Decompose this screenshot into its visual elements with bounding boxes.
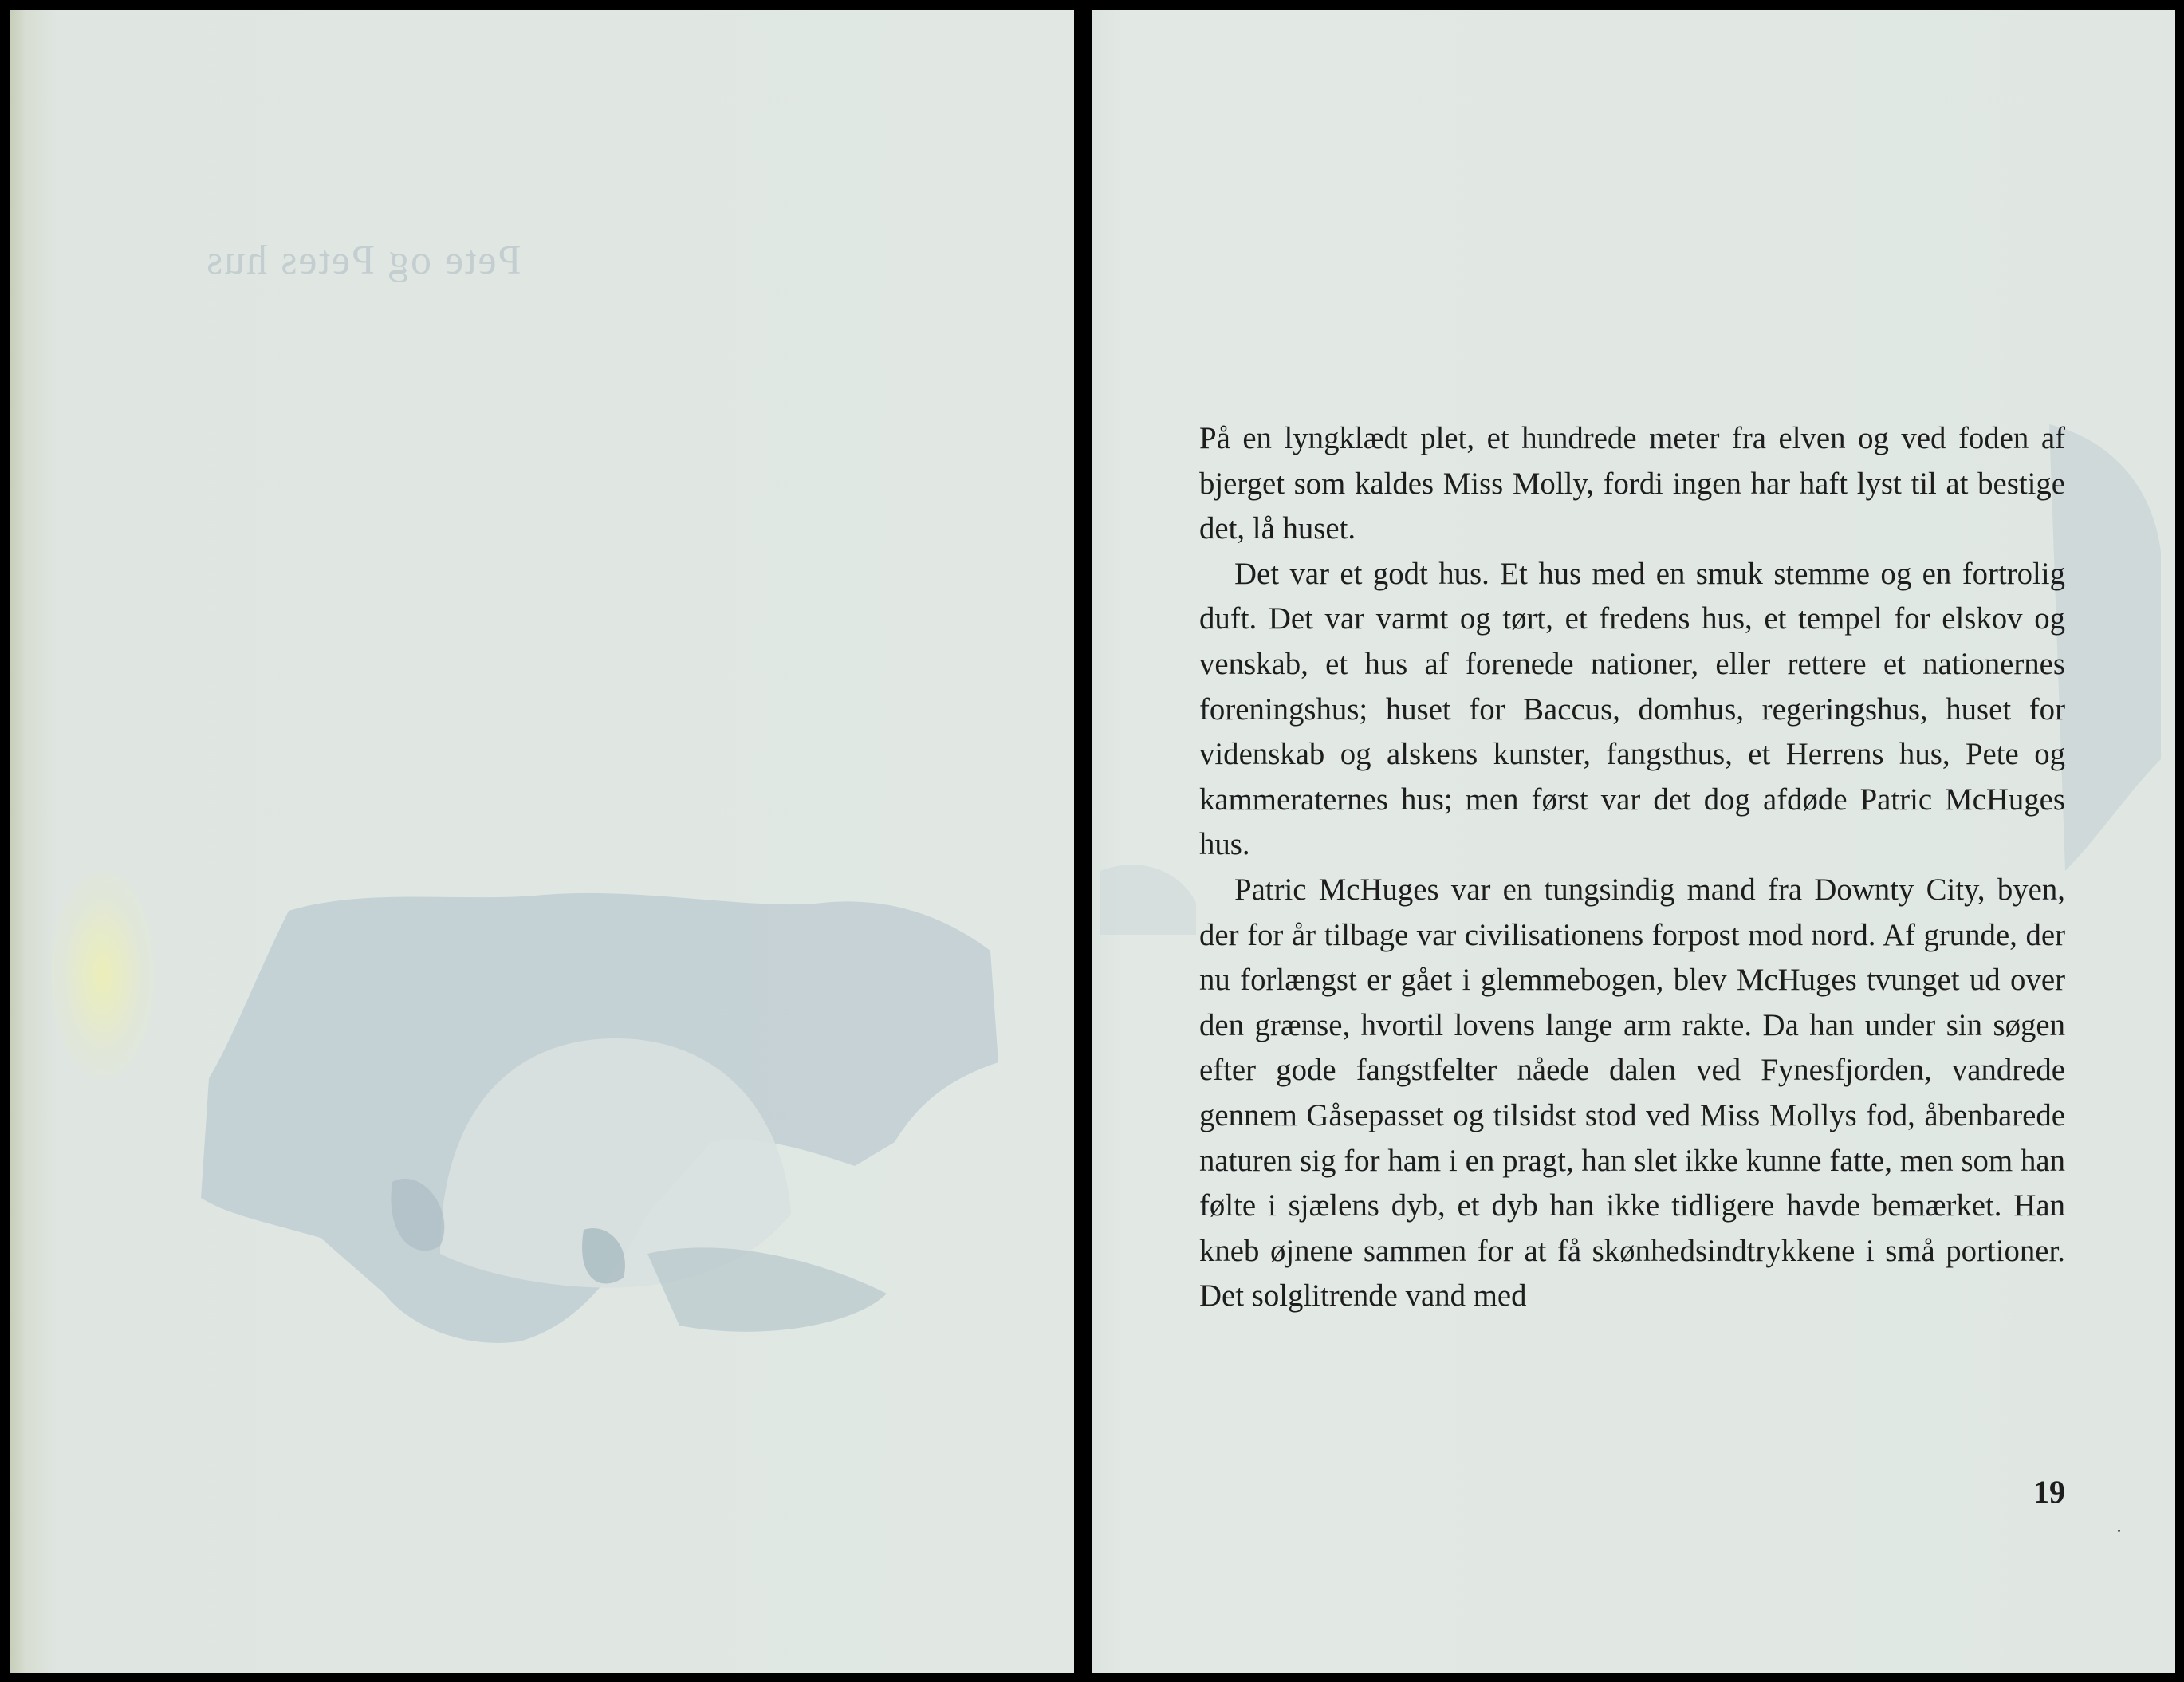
show-through-title: Pete og Petes hus (205, 238, 521, 283)
paragraph-3: Patric McHuges var en tungsindig mand fra Downty City, byen, der for år tilbage var civilisationens forpost mod nord. Af grunde, der nu forlængst er gået i glemmebogen, blev McHuges tvunget ud over den grænse, hvortil lovens lange arm rakte. Da han under sin søgen efter gode fangstfelter nåede dalen ved Fynesfjorden, vandrede gennem Gåsepasset og tilsidst stod ved Miss Mollys fod, åbenbarede naturen sig for ham i en pragt, han slet ikke kunne fatte, men som han følte i sjælens dyb, et dyb han ikke tidligere havde bemærket. Han kneb øjnene sammen for at få skønhedsindtrykkene i små portioner. Det solglitrende vand med (1199, 872, 2065, 1314)
show-through-igloo-illustration (201, 879, 1006, 1357)
paragraph-2: Det var et godt hus. Et hus med en smuk stemme og en fortrolig duft. Det var varmt og tørt, et fredens hus, et tempel for elskov og venskab, et hus af forenede nationer, eller rettere et nationernes foreningshus; huset for Baccus, domhus, regeringshus, huset for videnskab og alskens kunster, fangsthus, et Herrens hus, Pete og kammeraternes hus; men først var det dog afdøde Patric McHuges hus. (1199, 556, 2065, 862)
right-page (1092, 10, 2175, 1673)
paragraph-1: På en lyngklædt plet, et hundrede meter fra elven og ved foden af bjerget som kaldes Miss Molly, fordi ingen har haft lyst til at bestige det, lå huset. (1199, 421, 2065, 546)
body-text (1199, 416, 2065, 1319)
light-glare (51, 871, 155, 1078)
left-page (10, 10, 1074, 1673)
page-number: 19 (2033, 1474, 2065, 1510)
speck (2118, 1530, 2120, 1532)
